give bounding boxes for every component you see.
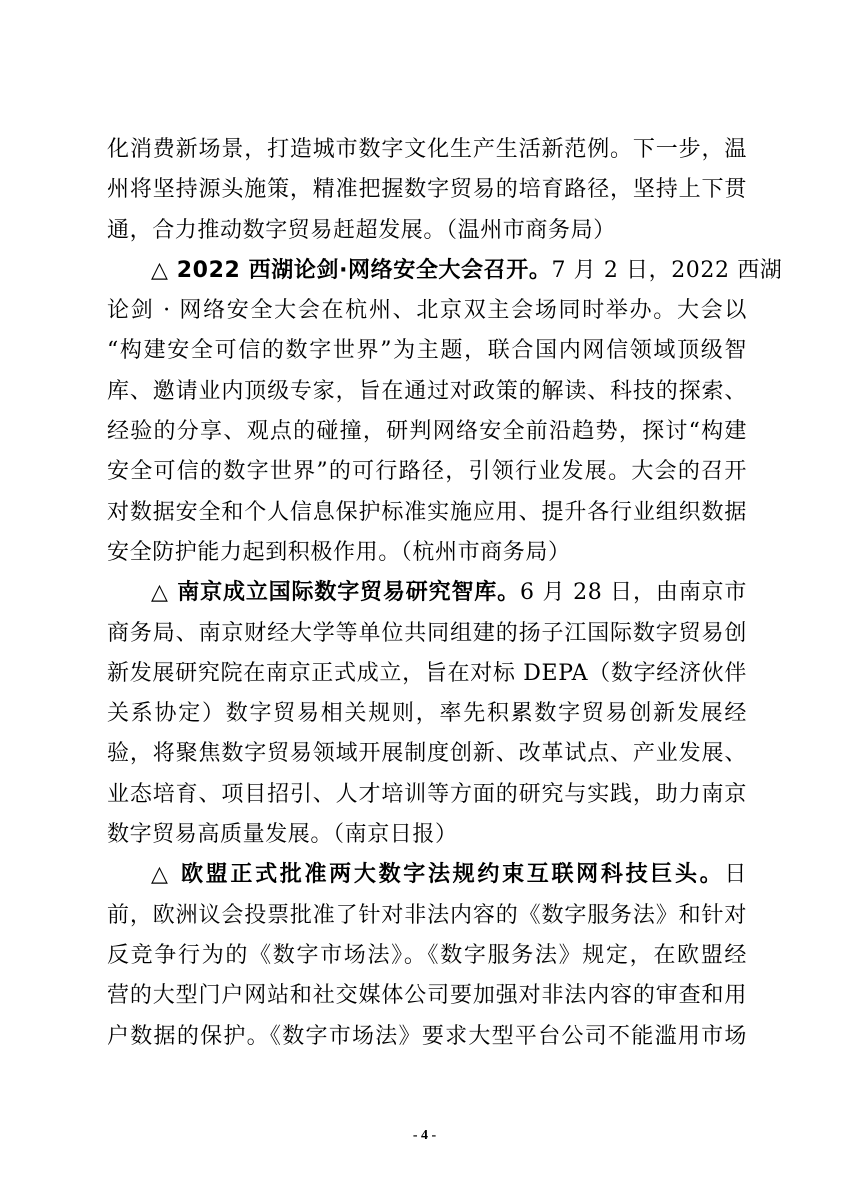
text-line: 通，合力推动数字贸易赶超发展。（温州市商务局） <box>107 217 616 243</box>
text-line: “构建安全可信的数字世界”为主题，联合国内网信领域顶级智 <box>107 338 747 364</box>
text-line: 户数据的保护。《数字市场法》要求大型平台公司不能滥用市场 <box>107 1023 747 1049</box>
text-line: 化消费新场景，打造城市数字文化生产生活新范例。下一步，温 <box>107 137 747 162</box>
text-line: 经验的分享、观点的碰撞，研判网络安全前沿趋势，探讨“构建 <box>107 419 747 445</box>
text-line: 验，将聚焦数字贸易领域开展制度创新、改革试点、产业发展、 <box>107 741 747 767</box>
paragraph-first-line <box>107 573 747 613</box>
paragraph-text: 7 月 2 日，2022 西湖 <box>551 257 783 283</box>
paragraph-text: 日 <box>724 862 747 888</box>
text-line: 新发展研究院在南京正式成立，旨在对标 DEPA（数字经济伙伴 <box>107 660 747 686</box>
text-line: 关系协定）数字贸易相关规则，率先积累数字贸易创新发展经 <box>107 701 747 727</box>
paragraph-heading: △ 欧盟正式批准两大数字法规约束互联网科技巨头。 <box>151 862 725 888</box>
text-line: 反竞争行为的《数字市场法》。《数字服务法》规定，在欧盟经 <box>107 942 747 968</box>
text-line: 对数据安全和个人信息保护标准实施应用、提升各行业组织数据 <box>107 499 747 525</box>
paragraph-heading: △ 南京成立国际数字贸易研究智库。 <box>151 580 520 606</box>
text-line: 商务局、南京财经大学等单位共同组建的扬子江国际数字贸易创 <box>107 620 747 646</box>
paragraph-first-line <box>107 251 783 291</box>
paragraph-heading: △ 2022 西湖论剑·网络安全大会召开。 <box>151 257 552 283</box>
text-line: 营的大型门户网站和社交媒体公司要加强对非法内容的审查和用 <box>107 983 747 1009</box>
text-line: 安全防护能力起到积极作用。（杭州市商务局） <box>107 539 571 565</box>
text-line: 前，欧洲议会投票批准了针对非法内容的《数字服务法》和针对 <box>107 902 747 928</box>
text-line: 州将坚持源头施策，精准把握数字贸易的培育路径，坚持上下贯 <box>107 177 747 203</box>
text-line: 安全可信的数字世界”的可行路径，引领行业发展。大会的召开 <box>107 459 747 485</box>
paragraph-text: 6 月 28 日，由南京市 <box>520 580 747 606</box>
paragraph-first-line <box>107 855 747 895</box>
body-text <box>107 130 783 1057</box>
text-line: 业态培育、项目招引、人才培训等方面的研究与实践，助力南京 <box>107 781 747 807</box>
page-number: - 4 - <box>412 1128 437 1143</box>
text-line: 库、邀请业内顶级专家，旨在通过对政策的解读、科技的探索、 <box>107 378 747 404</box>
text-line: 论剑 · 网络安全大会在杭州、北京双主会场同时举办。大会以 <box>107 298 747 324</box>
text-line: 数字贸易高质量发展。（南京日报） <box>107 822 458 848</box>
